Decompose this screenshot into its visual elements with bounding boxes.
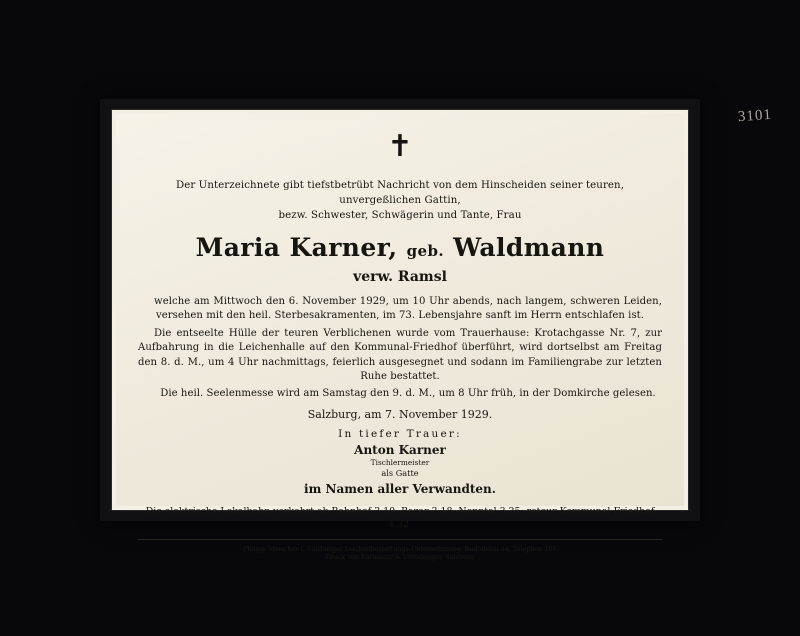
place-and-date: Salzburg, am 7. November 1929. (307, 407, 493, 421)
mourning-card-border (100, 99, 700, 562)
imprint-line-2: Druck von Kathmayr & Urlesberger, Salzburg (325, 553, 475, 562)
mourning-heading: In tiefer Trauer: (338, 427, 462, 440)
tram-timetable-notice: Die elektrische Lokalbahn verkehrt ab Bahnhof 3.10, Bazar 3.18, Nonntal 3.25; retour Kommunal-Friedhof 4.32. (145, 505, 655, 530)
mourner-relation: als Gatte (381, 467, 419, 478)
lead-paragraph (142, 178, 658, 223)
deceased-name-main: Maria Karner, (195, 233, 398, 262)
archive-number-annotation: 3101 (737, 106, 773, 126)
deceased-name (138, 233, 662, 266)
imprint-divider (138, 539, 662, 540)
funeral-details-paragraph: Die entseelte Hülle der teuren Verblichenen wurde vom Trauerhause: Krotachgasse Nr. 7, zur Aufbahrung in die Leichenhalle auf den Kommunal-Friedhof überführt, wird dortselbst am Freitag den 8. d. M., um 4 Uhr nachmittags, feierlich ausgesegnet und sodann im Familiengrabe zur letzten Ruhe bestattet. (138, 327, 662, 383)
death-details-paragraph: welche am Mittwoch den 6. November 1929, um 10 Uhr abends, nach langem, schweren Leiden, versehen mit den heil. Sterbesakramenten, im 73. Lebensjahre sanft im Herrn entschlafen ist. (154, 296, 662, 322)
lead-line-2: bezw. Schwester, Schwägerin und Tante, Frau (278, 210, 522, 221)
requiem-mass-paragraph: Die heil. Seelenmesse wird am Samstag den 9. d. M., um 8 Uhr früh, in der Domkirche gelesen. (160, 388, 656, 400)
nee-label: geb. (406, 242, 444, 260)
death-notice-page (116, 114, 684, 562)
lead-line-1: Der Unterzeichnete gibt tiefstbetrübt Nachricht von dem Hinscheiden seiner teuren, unvergeßlichen Gattin, (175, 180, 625, 206)
mourning-all-relatives: im Namen aller Verwandten. (304, 481, 496, 496)
imprint-line-1: Philipp Streicher I. Salzburger Leichenbestattungs-Unternehmung, Rudolfskai 44, Telephon 101 (243, 544, 557, 553)
mourning-card-inner-frame (111, 109, 689, 562)
mourner-name: Anton Karner (354, 442, 446, 457)
cross-icon: ✝ (387, 129, 413, 164)
mourner-profession: Tischlermeister (370, 457, 430, 467)
deceased-widow-line: verw. Ramsl (353, 269, 447, 285)
deceased-maiden-name: Waldmann (453, 233, 605, 262)
printer-imprint (138, 545, 662, 562)
